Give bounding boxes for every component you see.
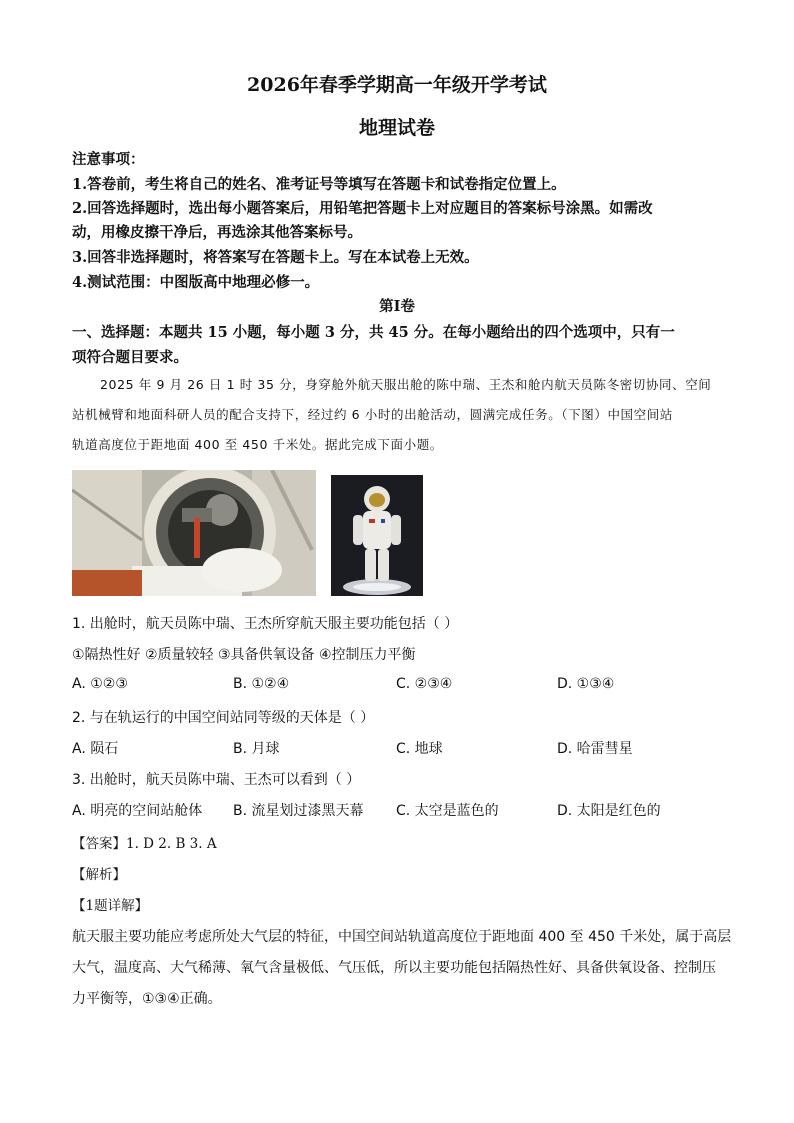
analysis-line: 航天服主要功能应考虑所处大气层的特征，中国空间站轨道高度位于距地面 400 至 450 千米处，属于高层 [72,929,732,945]
question-2-option-a: A. 陨石 [72,741,119,757]
analysis-line: 大气，温度高、大气稀薄、氧气含量极低、气压低，所以主要功能包括隔热性好、具备供氧设备、控制压 [72,960,716,976]
passage-line: 站机械臂和地面科研人员的配合支持下，经过约 6 小时的出舱活动，圆满完成任务。（下图）中国空间站 [72,407,673,422]
question-3-option-b: B. 流星划过漆黑天幕 [233,803,364,819]
question-3-option-c: C. 太空是蓝色的 [396,803,499,819]
passage-line: 轨道高度位于距地面 400 至 450 千米处。据此完成下面小题。 [72,437,443,452]
answer-label: 【答案】 [72,836,126,852]
analysis-line: 力平衡等，①③④正确。 [72,991,222,1007]
answer-line [72,832,217,852]
answer-values: 1. D 2. B 3. A [126,836,217,852]
section-heading: 一、选择题：本题共 15 小题，每小题 3 分，共 45 分。在每小题给出的四个选项中，只有一 [72,324,675,341]
question-2-option-d: D. 哈雷彗星 [557,741,633,757]
question-2-option-b: B. 月球 [233,741,280,757]
question-1-option-d: D. ①③④ [557,676,615,692]
notice-item: 动，用橡皮擦干净后，再选涂其他答案标号。 [72,224,362,241]
detail-label: 【1题详解】 [72,898,149,914]
question-1-option-a: A. ①②③ [72,676,128,692]
passage-line: 2025 年 9 月 26 日 1 时 35 分，身穿舱外航天服出舱的陈中瑞、王杰和舱内航天员陈冬密切协同、空间 [100,377,712,392]
notice-item: 3.回答非选择题时，将答案写在答题卡上。写在本试卷上无效。 [72,249,479,266]
notice-item: 1.答卷前，考生将自己的姓名、准考证号等填写在答题卡和试卷指定位置上。 [72,176,566,193]
analysis-label: 【解析】 [72,867,126,883]
question-1-option-c: C. ②③④ [396,676,453,692]
question-1-option-b: B. ①②④ [233,676,290,692]
notice-item: 2.回答选择题时，选出每小题答案后，用铅笔把答题卡上对应题目的答案标号涂黑。如需改 [72,200,653,217]
part-label: 第Ⅰ卷 [379,298,415,315]
subject-title: 地理试卷 [358,117,435,139]
notice-heading: 注意事项： [72,151,145,168]
exam-title: 2026年春季学期高一年级开学考试 [247,74,547,96]
question-1-items: ①隔热性好 ②质量较轻 ③具备供氧设备 ④控制压力平衡 [72,647,416,663]
question-3-option-d: D. 太阳是红色的 [557,803,661,819]
question-1-stem: 1. 出舱时，航天员陈中瑞、王杰所穿航天服主要功能包括（ ） [72,616,459,632]
notice-item: 4.测试范围：中图版高中地理必修一。 [72,274,320,291]
question-3-option-a: A. 明亮的空间站舱体 [72,803,203,819]
question-3-stem: 3. 出舱时，航天员陈中瑞、王杰可以看到（ ） [72,772,361,788]
question-2-option-c: C. 地球 [396,741,443,757]
section-heading-cont: 项符合题目要求。 [72,349,188,366]
spacewalk-photo [72,470,316,596]
question-2-stem: 2. 与在轨运行的中国空间站同等级的天体是（ ） [72,710,375,726]
spacesuit-photo [331,475,423,596]
